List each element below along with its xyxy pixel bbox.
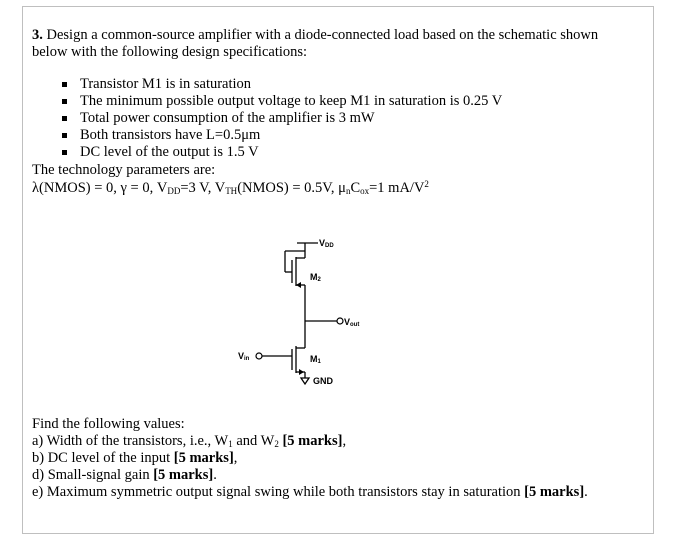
m1-label: M1 [310,354,321,365]
spec-item-1: Transistor M1 is in saturation [80,76,252,92]
vth-value: (NMOS) = 0.5V, μ [237,180,346,196]
cox-value: =1 mA/V [369,180,425,196]
lambda-text: λ(NMOS) = 0, γ = 0, V [32,180,168,196]
spec-item-5: DC level of the output is 1.5 V [80,144,259,160]
find-e-marks: [5 marks] [524,484,585,500]
cox-text: C [350,180,361,196]
find-item-b [32,450,237,467]
gnd-label: GND [313,376,333,386]
find-a-mid: and W [232,433,275,449]
find-e-end: . [584,484,588,500]
find-d-end: . [213,467,217,483]
find-b-marks: [5 marks] [173,450,234,466]
find-item-a [32,433,346,450]
vth-sub: TH [225,186,238,196]
vout-label: Vout [344,317,360,328]
find-d-marks: [5 marks] [153,467,214,483]
find-item-d [32,467,217,484]
find-a-end: , [342,433,347,449]
m1-source-arrow [299,369,304,375]
technology-heading: The technology parameters are: [32,162,216,178]
vdd-value: =3 V, V [180,180,226,196]
vout-terminal [337,318,343,324]
find-b-text: b) DC level of the input [32,450,174,466]
find-a-marks: [5 marks] [282,433,343,449]
vdd-sub: DD [167,186,181,196]
find-a-text: a) Width of the transistors, i.e., W [32,433,229,449]
find-a-sub1: 1 [228,439,233,449]
cox-sub: ox [360,186,370,196]
m2-label: M2 [310,272,321,283]
cox-sup: 2 [424,179,429,189]
m2-source-arrow [296,282,301,288]
spec-item-4: Both transistors have L=0.5μm [80,127,261,143]
vin-terminal [256,353,262,359]
find-item-e [32,484,588,501]
intro-text-1: Design a common-source amplifier with a diode-connected load based on the schematic shown [46,27,599,43]
find-e-text: e) Maximum symmetric output signal swing while both transistors stay in saturation [32,484,525,500]
spec-item-3: Total power consumption of the amplifier is 3 mW [80,110,375,126]
question-number: 3. [32,27,43,43]
vdd-label: VDD [319,238,334,249]
spec-item-2: The minimum possible output voltage to keep M1 in saturation is 0.25 V [80,93,503,109]
find-a-sub2: 2 [274,439,279,449]
find-b-end: , [233,450,238,466]
mu-sub: n [345,186,351,196]
find-d-text: d) Small-signal gain [32,467,154,483]
ground-symbol [301,378,309,384]
question-intro-line2: below with the following design specifications: [32,44,308,60]
find-heading: Find the following values: [32,416,185,432]
vin-label: Vin [238,351,250,362]
